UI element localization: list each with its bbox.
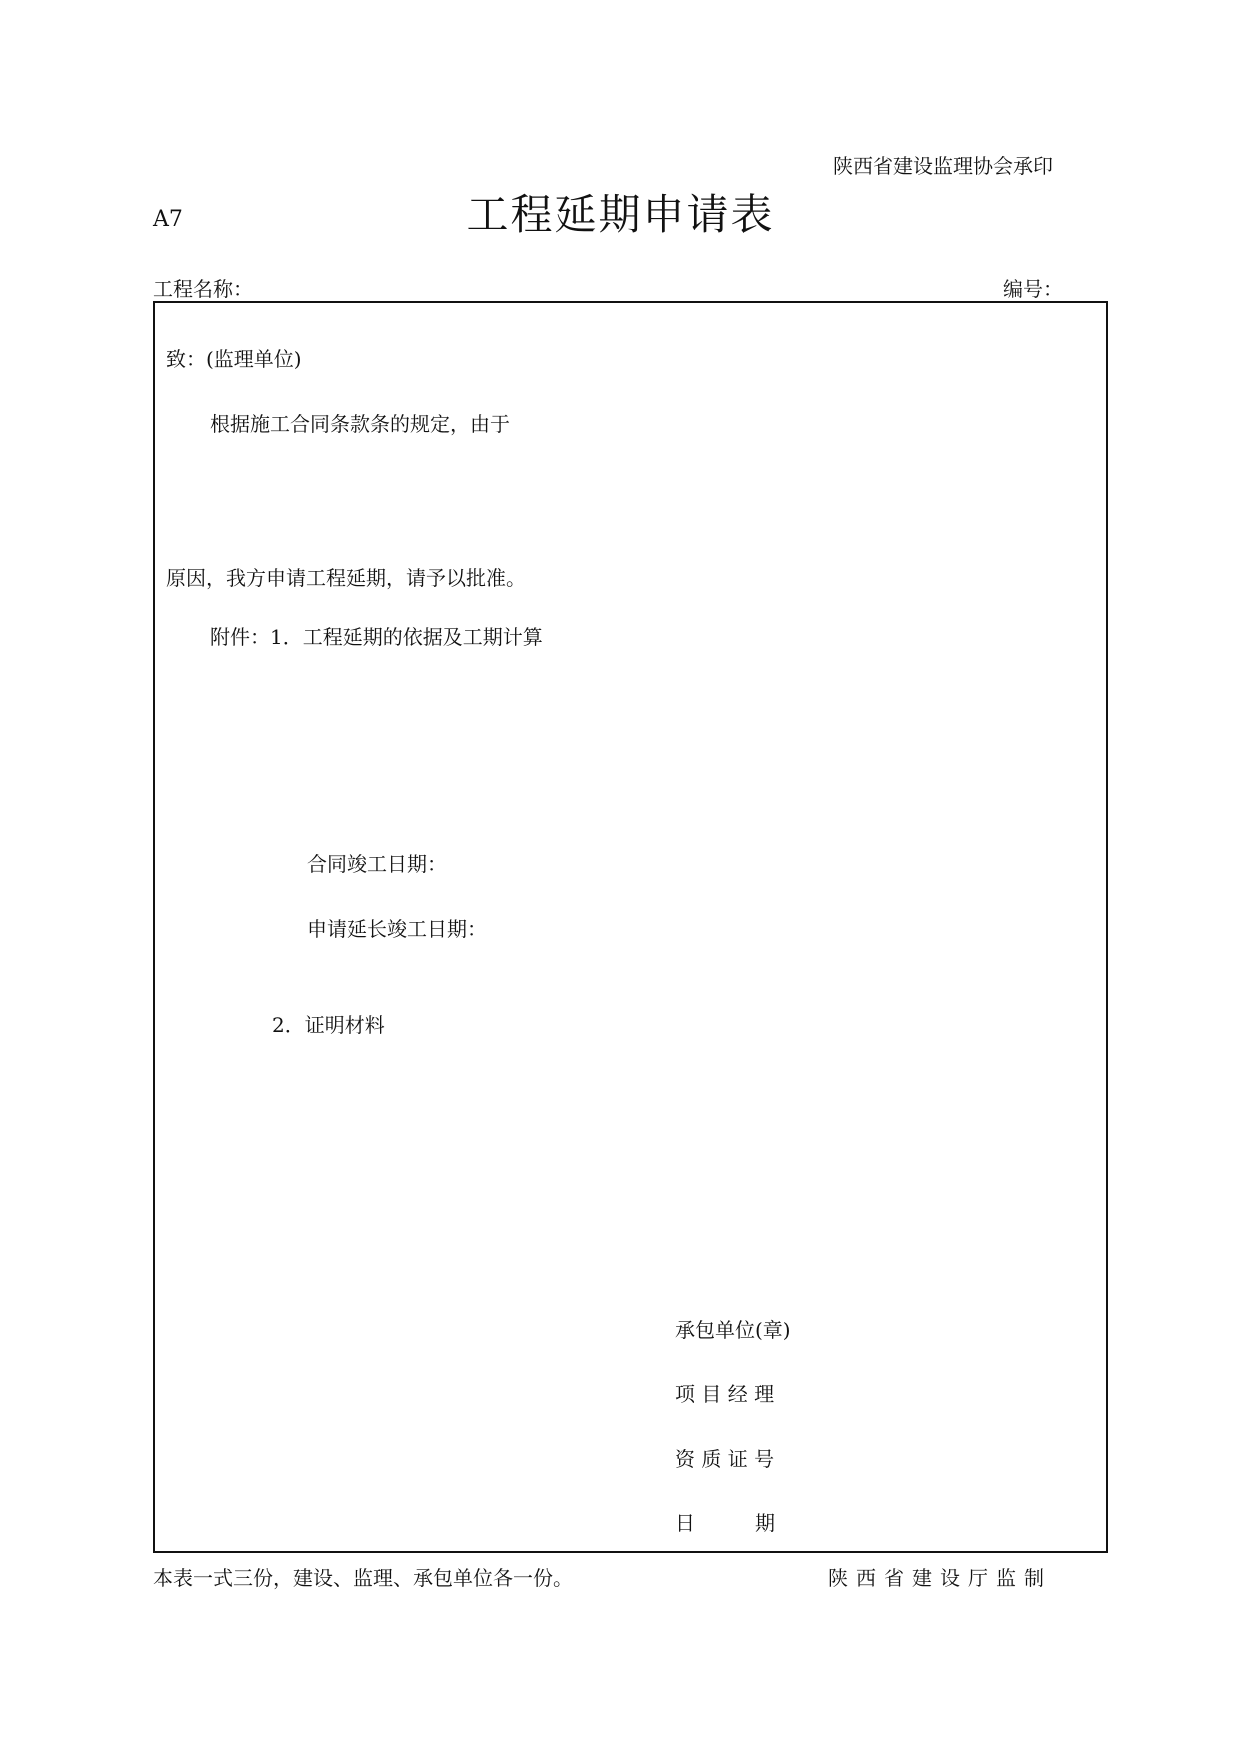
project-name-label: 工程名称：: [153, 277, 253, 301]
publisher-note: 陕西省建设监理协会承印: [833, 154, 1053, 178]
contractor-seal-label: 承包单位(章): [675, 1318, 791, 1342]
form-code: A7: [153, 207, 183, 232]
form-frame: [153, 301, 1108, 1553]
addressee-line: 致：(监理单位): [166, 347, 302, 371]
serial-no-label: 编号：: [1003, 277, 1063, 301]
page-title: 工程延期申请表: [466, 190, 775, 239]
body-text-line-1: 根据施工合同条款条的规定，由于: [210, 412, 510, 436]
supervisor-note: 陕西省建设厅监制: [828, 1566, 1052, 1590]
project-manager-label: 项 目 经 理: [675, 1382, 775, 1406]
extended-completion-date-label: 申请延长竣工日期：: [307, 917, 487, 941]
copies-note: 本表一式三份，建设、监理、承包单位各一份。: [153, 1566, 573, 1590]
body-text-line-2: 原因，我方申请工程延期，请予以批准。: [166, 566, 526, 590]
contract-completion-date-label: 合同竣工日期：: [307, 852, 447, 876]
qualification-no-label: 资 质 证 号: [675, 1447, 775, 1471]
attachment-2: 2．证明材料: [272, 1013, 385, 1037]
attachment-1: 附件：1．工程延期的依据及工期计算: [210, 625, 543, 649]
date-label: 日 期: [675, 1511, 775, 1535]
